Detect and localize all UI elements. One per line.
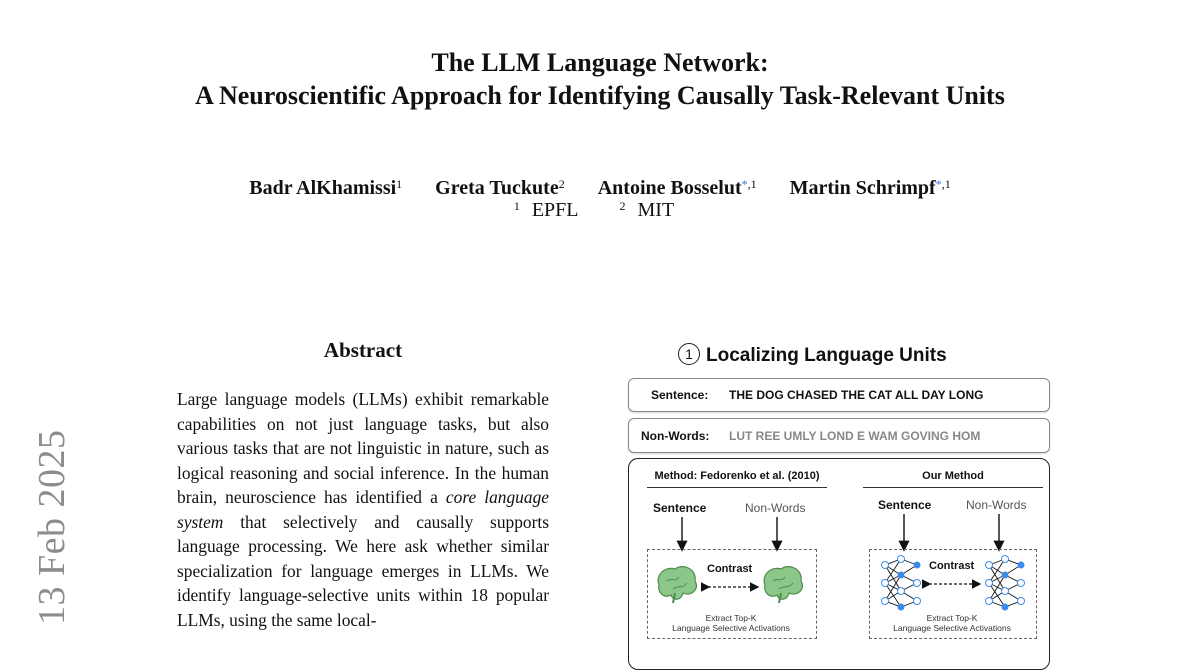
author-affil-mark: 2 <box>558 177 565 191</box>
equal-contribution-mark: * <box>741 177 748 191</box>
sentence-value: THE DOG CHASED THE CAT ALL DAY LONG <box>729 388 984 402</box>
abstract-emphasis: core language system <box>177 487 549 532</box>
author-list <box>0 170 1200 202</box>
author <box>790 177 951 199</box>
brain-icon <box>653 563 701 603</box>
nonwords-label: Non-Words: <box>641 429 710 443</box>
author-name: Martin Schrimpf <box>789 177 936 199</box>
left-nonwords-label: Non-Words <box>745 501 806 515</box>
step-number-badge: 1 <box>678 343 700 365</box>
contrast-label: Contrast <box>707 563 753 575</box>
extract-line-2: Language Selective Activations <box>893 623 1011 633</box>
left-sentence-label: Sentence <box>653 501 707 515</box>
affiliations <box>0 199 1200 222</box>
method-ours-heading: Our Method <box>922 470 984 482</box>
author <box>249 177 402 199</box>
author-affil-mark: 1 <box>396 177 403 191</box>
affiliation-name: EPFL <box>531 199 579 221</box>
affiliation-mark: 2 <box>619 199 626 213</box>
figure-title-text: Localizing Language Units <box>706 345 947 366</box>
abstract-text-part: that selectively and causally supports language processing. We here ask whether similar specialization for language emerges in LLMs. We identify language-selective units within 18 popular LLMs, using the same local- <box>177 511 549 630</box>
affiliation-name: MIT <box>637 199 675 221</box>
right-nonwords-label: Non-Words <box>966 498 1027 512</box>
nonwords-example-box <box>628 418 1050 453</box>
title-line-1: The LLM Language Network: <box>431 48 769 77</box>
author <box>598 177 757 199</box>
sentence-label: Sentence: <box>651 388 709 402</box>
affiliation <box>514 199 591 221</box>
abstract-text-part: Large language models (LLMs) exhibit remarkable capabilities on not just language tasks, but also various tasks that are not linguistic in nature, such as logical reasoning and social inference. In the human brain, neuroscience has identified a <box>177 389 549 507</box>
affiliation-mark: 1 <box>513 199 520 213</box>
title-line-2: A Neuroscientific Approach for Identifying Causally Task-Relevant Units <box>195 81 1005 110</box>
author-name: Antoine Bosselut <box>597 177 742 199</box>
methods-panel <box>628 458 1050 670</box>
extract-line-1: Extract Top-K <box>926 613 978 623</box>
equal-contribution-mark: * <box>935 177 942 191</box>
extract-line-1: Extract Top-K <box>705 613 757 623</box>
right-sentence-label: Sentence <box>878 498 932 512</box>
author-name: Greta Tuckute <box>435 177 559 199</box>
figure-localizing-units <box>628 340 1050 660</box>
brain-icon <box>759 563 807 603</box>
affiliation <box>620 199 687 221</box>
contrast-label: Contrast <box>929 560 975 572</box>
neural-network-icon <box>983 555 1027 611</box>
author-affil-mark: ,1 <box>747 177 757 191</box>
figure-title <box>678 343 947 367</box>
paper-title <box>0 46 1200 112</box>
nonwords-value: LUT REE UMLY LOND E WAM GOVING HOM <box>729 429 981 443</box>
abstract-text <box>177 387 549 632</box>
neural-network-icon <box>879 555 923 611</box>
arxiv-date-stamp: 13 Feb 2025 <box>31 429 73 625</box>
method-fedorenko-heading: Method: Fedorenko et al. (2010) <box>654 470 820 482</box>
extract-line-2: Language Selective Activations <box>672 623 790 633</box>
author-affil-mark: ,1 <box>941 177 951 191</box>
extract-caption-left <box>646 613 816 633</box>
extract-caption-right <box>867 613 1037 633</box>
author <box>435 177 565 199</box>
author-name: Badr AlKhamissi <box>249 177 397 199</box>
abstract-heading: Abstract <box>323 338 403 362</box>
sentence-example-box <box>628 378 1050 412</box>
